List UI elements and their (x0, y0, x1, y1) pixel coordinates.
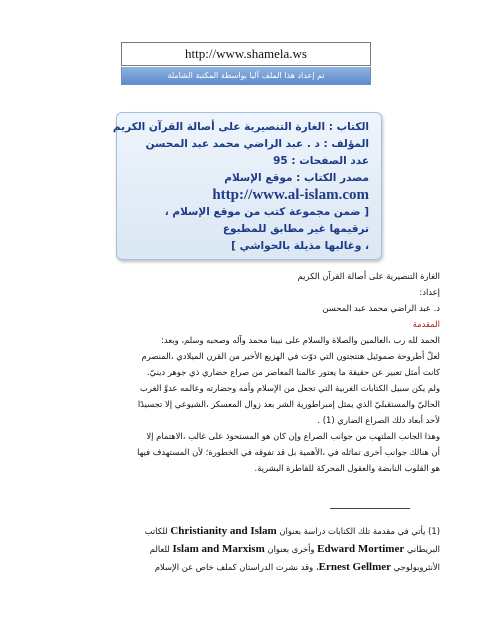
paragraph-3-line-2: أن هنالك جوانب أخرى تماثله في ،الأهمية بل قد تفوقه في الخطورة؛ لأن المستهدف فيها (137, 447, 440, 457)
footnote-english-title: Christianity and Islam (170, 525, 277, 537)
paragraph-3-line-1: وهذا الجانب الملتهب من جوانب الصراع وإن كان هو المستحوذ على غالب ،الاهتمام إلا (146, 431, 440, 441)
document-body (44, 268, 440, 476)
footnote-text: ، وقد نشرت الدراستان كملف خاص عن الإسلام (154, 562, 319, 572)
page-count-label: عدد الصفحات : (287, 155, 369, 167)
section-heading-introduction: المقدمة (412, 319, 440, 329)
footnote-line-3 (44, 558, 440, 576)
site-url-box (121, 42, 371, 66)
footnote-english-name: Ernest Gellmer (318, 561, 392, 573)
footnote-text: البريطاني (404, 544, 440, 554)
footnote-text: (1) يأتي في مقدمة تلك الكتابات دراسة بعنوان (276, 526, 440, 536)
paragraph-3-line-3: هو القلوب النابضة والعقول المحركة للقاطرة البشرية. (254, 463, 440, 473)
paragraph-2-line-2: الحاليّ والمستقبليّ الذي يمثل إمبراطورية الشر بعد زوال المعسكر ،الشيوعي إلا تجسيدًا (137, 399, 440, 409)
paragraph-2-line-1: ولم يكن سبيل الكتابات الغربية التي تجعل من الإسلام وأمه وحضارته وعالمه عدوَّ الغرب (139, 383, 440, 393)
footnote (44, 522, 440, 576)
collection-note-line-1: [ ضمن مجموعة كتب من موقع الإسلام ، ترقيمها غير مطابق للمطبوع (164, 206, 369, 235)
body-author: د. عبد الراضي محمد عبد المحسن (322, 303, 440, 313)
page-count-line (125, 153, 369, 170)
footnote-text: الأنثروبولوجي (391, 562, 440, 572)
paragraph-1-line-1: الحمد لله رب ،العالمين والصلاة والسلام على نبينا محمد وآله وصحبه وسلم، وبعد: (161, 335, 440, 345)
book-source-line: مصدر الكتاب : موقع الإسلام (224, 172, 369, 184)
footnote-divider (330, 508, 410, 509)
footnote-text: للكاتب (144, 526, 171, 536)
generated-banner (121, 67, 371, 85)
footnote-english-name: Edward Mortimer (317, 543, 405, 555)
source-url-link[interactable]: http://www.al-islam.com (212, 187, 369, 203)
collection-note-line-2: ، وغالبها مذيلة بالحواشي ] (231, 240, 369, 252)
body-title: الغارة التنصيرية على أصالة القرآن الكريم (297, 271, 440, 281)
footnote-english-title: Islam and Marxism (172, 543, 265, 555)
book-title-line: الكتاب : الغارة التنصيرية على أصالة القرآن الكريم (112, 121, 369, 133)
footnote-line-2 (44, 540, 440, 558)
book-info-box (112, 112, 382, 260)
paragraph-1-line-2: لعلّ أطروحة صموئيل هنتجتون التي دوّت في الهزيع الأخير من القرن الميلادي ،المنصرم (141, 351, 440, 361)
footnote-text: وأخرى بعنوان (264, 544, 318, 554)
footnote-text: للعالم (149, 544, 173, 554)
footnote-line-1 (44, 522, 440, 540)
paragraph-1-line-3: كانت أمثل تعبير عن حقيقة ما يعتور عالمنا المعاصر من صراع حضاري ذي جوهر دينيّ. (146, 367, 440, 377)
page-count-value: 95 (273, 155, 288, 167)
book-author-line: المؤلف : د . عبد الراضي محمد عبد المحسن (145, 138, 369, 150)
prepared-by-label: إعداد: (419, 287, 440, 297)
paragraph-2-line-3: لأحد أبعاد ذلك الصراع الضاري (1) . (317, 415, 440, 425)
site-url: http://www.shamela.ws (185, 46, 307, 61)
banner-text: تم إعداد هذا الملف آليا بواسطة المكتبة الشاملة (167, 71, 325, 80)
